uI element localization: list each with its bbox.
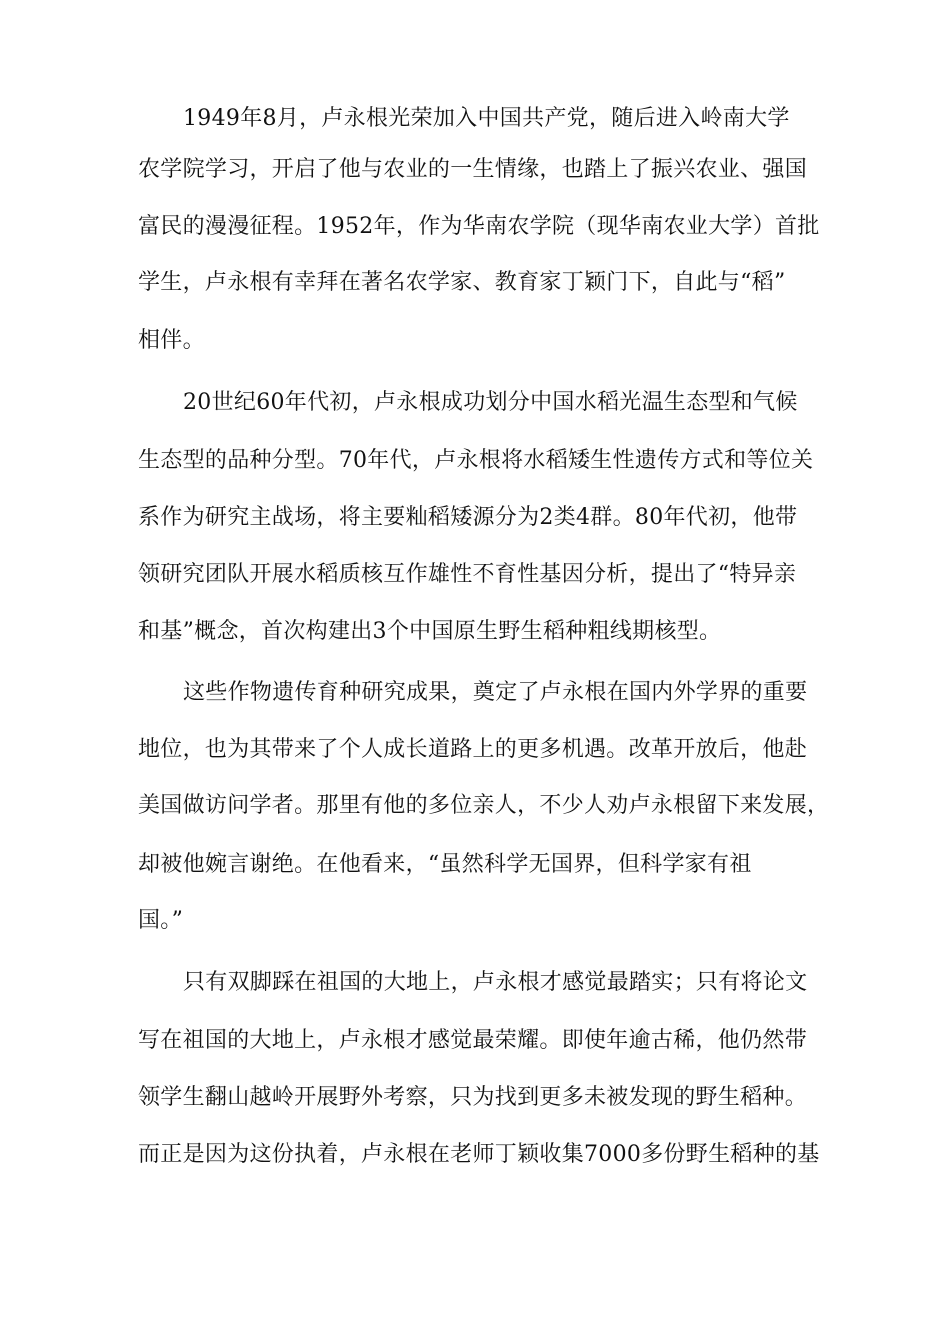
paragraph-line: 农学院学习，开启了他与农业的一生情缘，也踏上了振兴农业、强国 bbox=[138, 157, 808, 182]
paragraph-line: 而正是因为这份执着，卢永根在老师丁颖收集7000多份野生稻种的基 bbox=[138, 1142, 820, 1167]
paragraph-line: 美国做访问学者。那里有他的多位亲人，不少人劝卢永根留下来发展， bbox=[138, 793, 830, 818]
paragraph-line: 20世纪60年代初，卢永根成功划分中国水稻光温生态型和气候 bbox=[183, 390, 798, 415]
paragraph-line: 生态型的品种分型。70年代，卢永根将水稻矮生性遗传方式和等位关 bbox=[138, 448, 814, 473]
paragraph-line: 富民的漫漫征程。1952年，作为华南农学院（现华南农业大学）首批 bbox=[138, 214, 820, 239]
paragraph-line: 写在祖国的大地上，卢永根才感觉最荣耀。即使年逾古稀，他仍然带 bbox=[138, 1028, 808, 1053]
paragraph-line: 地位，也为其带来了个人成长道路上的更多机遇。改革开放后，他赴 bbox=[138, 737, 808, 762]
paragraph-line: 国。” bbox=[138, 908, 184, 933]
paragraph-line: 只有双脚踩在祖国的大地上，卢永根才感觉最踏实；只有将论文 bbox=[183, 970, 808, 995]
paragraph-line: 这些作物遗传育种研究成果，奠定了卢永根在国内外学界的重要 bbox=[183, 680, 808, 705]
paragraph-line: 相伴。 bbox=[138, 328, 205, 353]
paragraph-line: 领研究团队开展水稻质核互作雄性不育性基因分析，提出了“特异亲 bbox=[138, 562, 797, 587]
paragraph-line: 却被他婉言谢绝。在他看来，“虽然科学无国界，但科学家有祖 bbox=[138, 852, 752, 877]
paragraph-line: 领学生翻山越岭开展野外考察，只为找到更多未被发现的野生稻种。 bbox=[138, 1085, 808, 1110]
paragraph-line: 系作为研究主战场，将主要籼稻矮源分为2类4群。80年代初，他带 bbox=[138, 505, 798, 530]
paragraph-line: 学生，卢永根有幸拜在著名农学家、教育家丁颖门下，自此与“稻” bbox=[138, 270, 786, 295]
paragraph-line: 1949年8月，卢永根光荣加入中国共产党，随后进入岭南大学 bbox=[183, 106, 790, 131]
paragraph-line: 和基”概念，首次构建出3个中国原生野生稻种粗线期核型。 bbox=[138, 619, 722, 644]
